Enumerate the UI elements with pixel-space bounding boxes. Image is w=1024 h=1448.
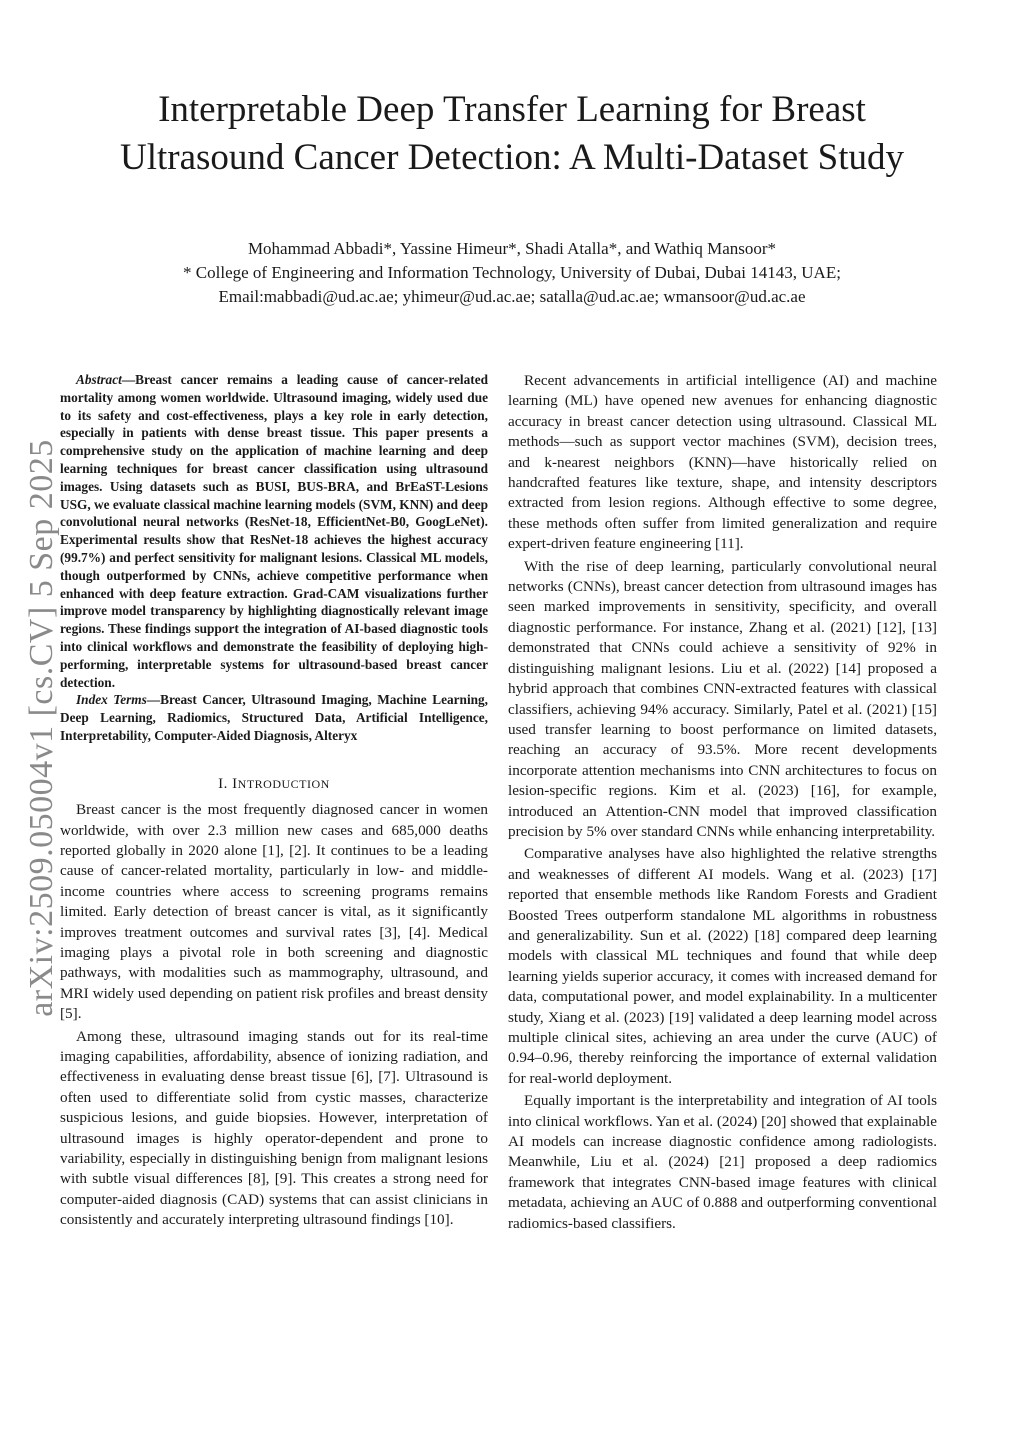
index-terms — [60, 691, 488, 744]
author-block — [60, 237, 964, 309]
index-terms-label: Index Terms — [76, 692, 147, 708]
abstract-label: Abstract — [76, 372, 122, 387]
left-column — [60, 371, 488, 1231]
abstract — [60, 371, 488, 691]
intro-paragraph-5: Comparative analyses have also highlighted the relative strengths and weaknesses of different AI models. Wang et al. (2023) [17] reported that ensemble methods like Random Forests and Gradient Boosted Trees outperform standalone ML algorithms in robustness and generalizability. Sun et al. (2022) [18] compared deep learning models with classical ML techniques and found that while deep learning yields superior accuracy, it comes with increased demand for data, computational power, and model explainability. In a multicenter study, Xiang et al. (2023) [19] validated a deep learning model across multiple clinical sites, achieving an area under the curve (AUC) of 0.94–0.96, thereby reinforcing the importance of external validation for real-world deployment. — [508, 845, 937, 1087]
abstract-text: —Breast cancer remains a leading cause of cancer-related mortality among women worldwide. Ultrasound imaging, widely used due to its safety and cost-effectiveness, plays a key role in early detection, especially in patients with dense breast tissue. This paper presents a comprehensive study on the application of machine learning and deep learning techniques for breast cancer classification using ultrasound images. Using datasets such as BUSI, BUS-BRA, and BrEaST-Lesions USG, we evaluate classical machine learning models (SVM, KNN) and deep convolutional neural networks (ResNet-18, EfficientNet-B0, GoogLeNet). Experimental results show that ResNet-18 achieves the highest accuracy (99.7%) and perfect sensitivity for malignant lesions. Classical ML models, though outperformed by CNNs, achieve competitive performance when enhanced with deep feature extraction. Grad-CAM visualizations further improve model transparency by highlighting diagnostically relevant image regions. These findings support the integration of AI-based diagnostic tools into clinical workflows and demonstrate the feasibility of deploying high-performing, interpretable systems for ultrasound-based breast cancer detection. — [60, 372, 488, 690]
intro-paragraph-6: Equally important is the interpretability and integration of AI tools into clinical workflows. Yan et al. (2024) [20] showed that explainable AI models can increase diagnostic confidence among radiologists. Meanwhile, Liu et al. (2024) [21] proposed a deep radiomics framework that integrates CNN-based image features with clinical metadata, achieving an AUC of 0.888 and outperforming conventional radiomics-based classifiers. — [508, 1092, 937, 1232]
section-title-rest: NTRODUCTION — [237, 776, 330, 791]
right-column — [508, 371, 937, 1234]
section-initial: I — [232, 775, 238, 792]
section-numeral: I. — [218, 775, 233, 792]
author-list: Mohammad Abbadi*, Yassine Himeur*, Shadi Atalla*, and Wathiq Mansoor* — [247, 239, 777, 258]
intro-paragraph-2: Among these, ultrasound imaging stands out for its real-time imaging capabilities, affordability, absence of ionizing radiation, and effectiveness in evaluating dense breast tissue [6], [7]. Ultrasound is often used to differentiate solid from cystic masses, characterize suspicious lesions, and guide biopsies. However, interpretation of ultrasound images is highly operator-dependent and prone to variability, especially in distinguishing benign from malignant lesions with subtle visual differences [8], [9]. This creates a strong need for computer-aided diagnosis (CAD) systems that can assist clinicians in consistently and accurately interpreting ultrasound findings [10]. — [60, 1027, 488, 1229]
affiliation: * College of Engineering and Information Technology, University of Dubai, Dubai 14143, UAE; — [183, 263, 841, 282]
email-list: Email:mabbadi@ud.ac.ae; yhimeur@ud.ac.ae; satalla@ud.ac.ae; wmansoor@ud.ac.ae — [218, 287, 806, 306]
intro-paragraph-3: Recent advancements in artificial intelligence (AI) and machine learning (ML) have opened new avenues for enhancing diagnostic accuracy in breast cancer detection using ultrasound. Classical ML methods—such as support vector machines (SVM), decision trees, and k-nearest neighbors (KNN)—have historically relied on handcrafted features like texture, shape, and intensity descriptors extracted from lesion regions. Although effective to some degree, these methods often suffer from limited generalization and require expert-driven feature engineering [11]. — [508, 372, 937, 553]
arxiv-stamp: arXiv:2509.05004v1 [cs.CV] 5 Sep 2025 — [23, 439, 60, 1017]
intro-paragraph-4: With the rise of deep learning, particularly convolutional neural networks (CNNs), breast cancer detection from ultrasound images has seen marked improvements in sensitivity, specificity, and overall diagnostic performance. For instance, Zhang et al. (2021) [12], [13] demonstrated that CNNs could achieve a sensitivity of 92% in distinguishing malignant lesions. Liu et al. (2022) [14] proposed a hybrid approach that combines CNN-extracted features with classical classifiers, achieving 94% accuracy. Similarly, Patel et al. (2021) [15] used transfer learning to boost performance on limited datasets, reaching an accuracy of 93.5%. More recent developments incorporate attention mechanisms into CNN architectures to focus on lesion-specific regions. Kim et al. (2023) [16], for example, introduced an Attention-CNN model that improved classification precision by 5% over standard CNNs while enhancing interpretability. — [508, 557, 937, 840]
index-terms-text: —Breast Cancer, Ultrasound Imaging, Machine Learning, Deep Learning, Radiomics, Structured Data, Artificial Intelligence, Interpretability, Computer-Aided Diagnosis, Alteryx — [60, 692, 489, 743]
section-heading-introduction — [60, 774, 488, 794]
paper-title: Interpretable Deep Transfer Learning for Breast Ultrasound Cancer Detection: A Multi-Dataset Study — [119, 89, 905, 178]
intro-paragraph-1: Breast cancer is the most frequently diagnosed cancer in women worldwide, with over 2.3 million new cases and 685,000 deaths reported globally in 2020 alone [1], [2]. It continues to be a leading cause of cancer-related mortality, particularly in low- and middle-income countries where access to screening programs remains limited. Early detection of breast cancer is vital, as it significantly improves treatment outcomes and survival rates [3], [4]. Medical imaging plays a pivotal role in both screening and diagnostic pathways, with modalities such as mammography, ultrasound, and MRI widely used depending on patient risk profiles and breast density [5]. — [60, 801, 488, 1023]
